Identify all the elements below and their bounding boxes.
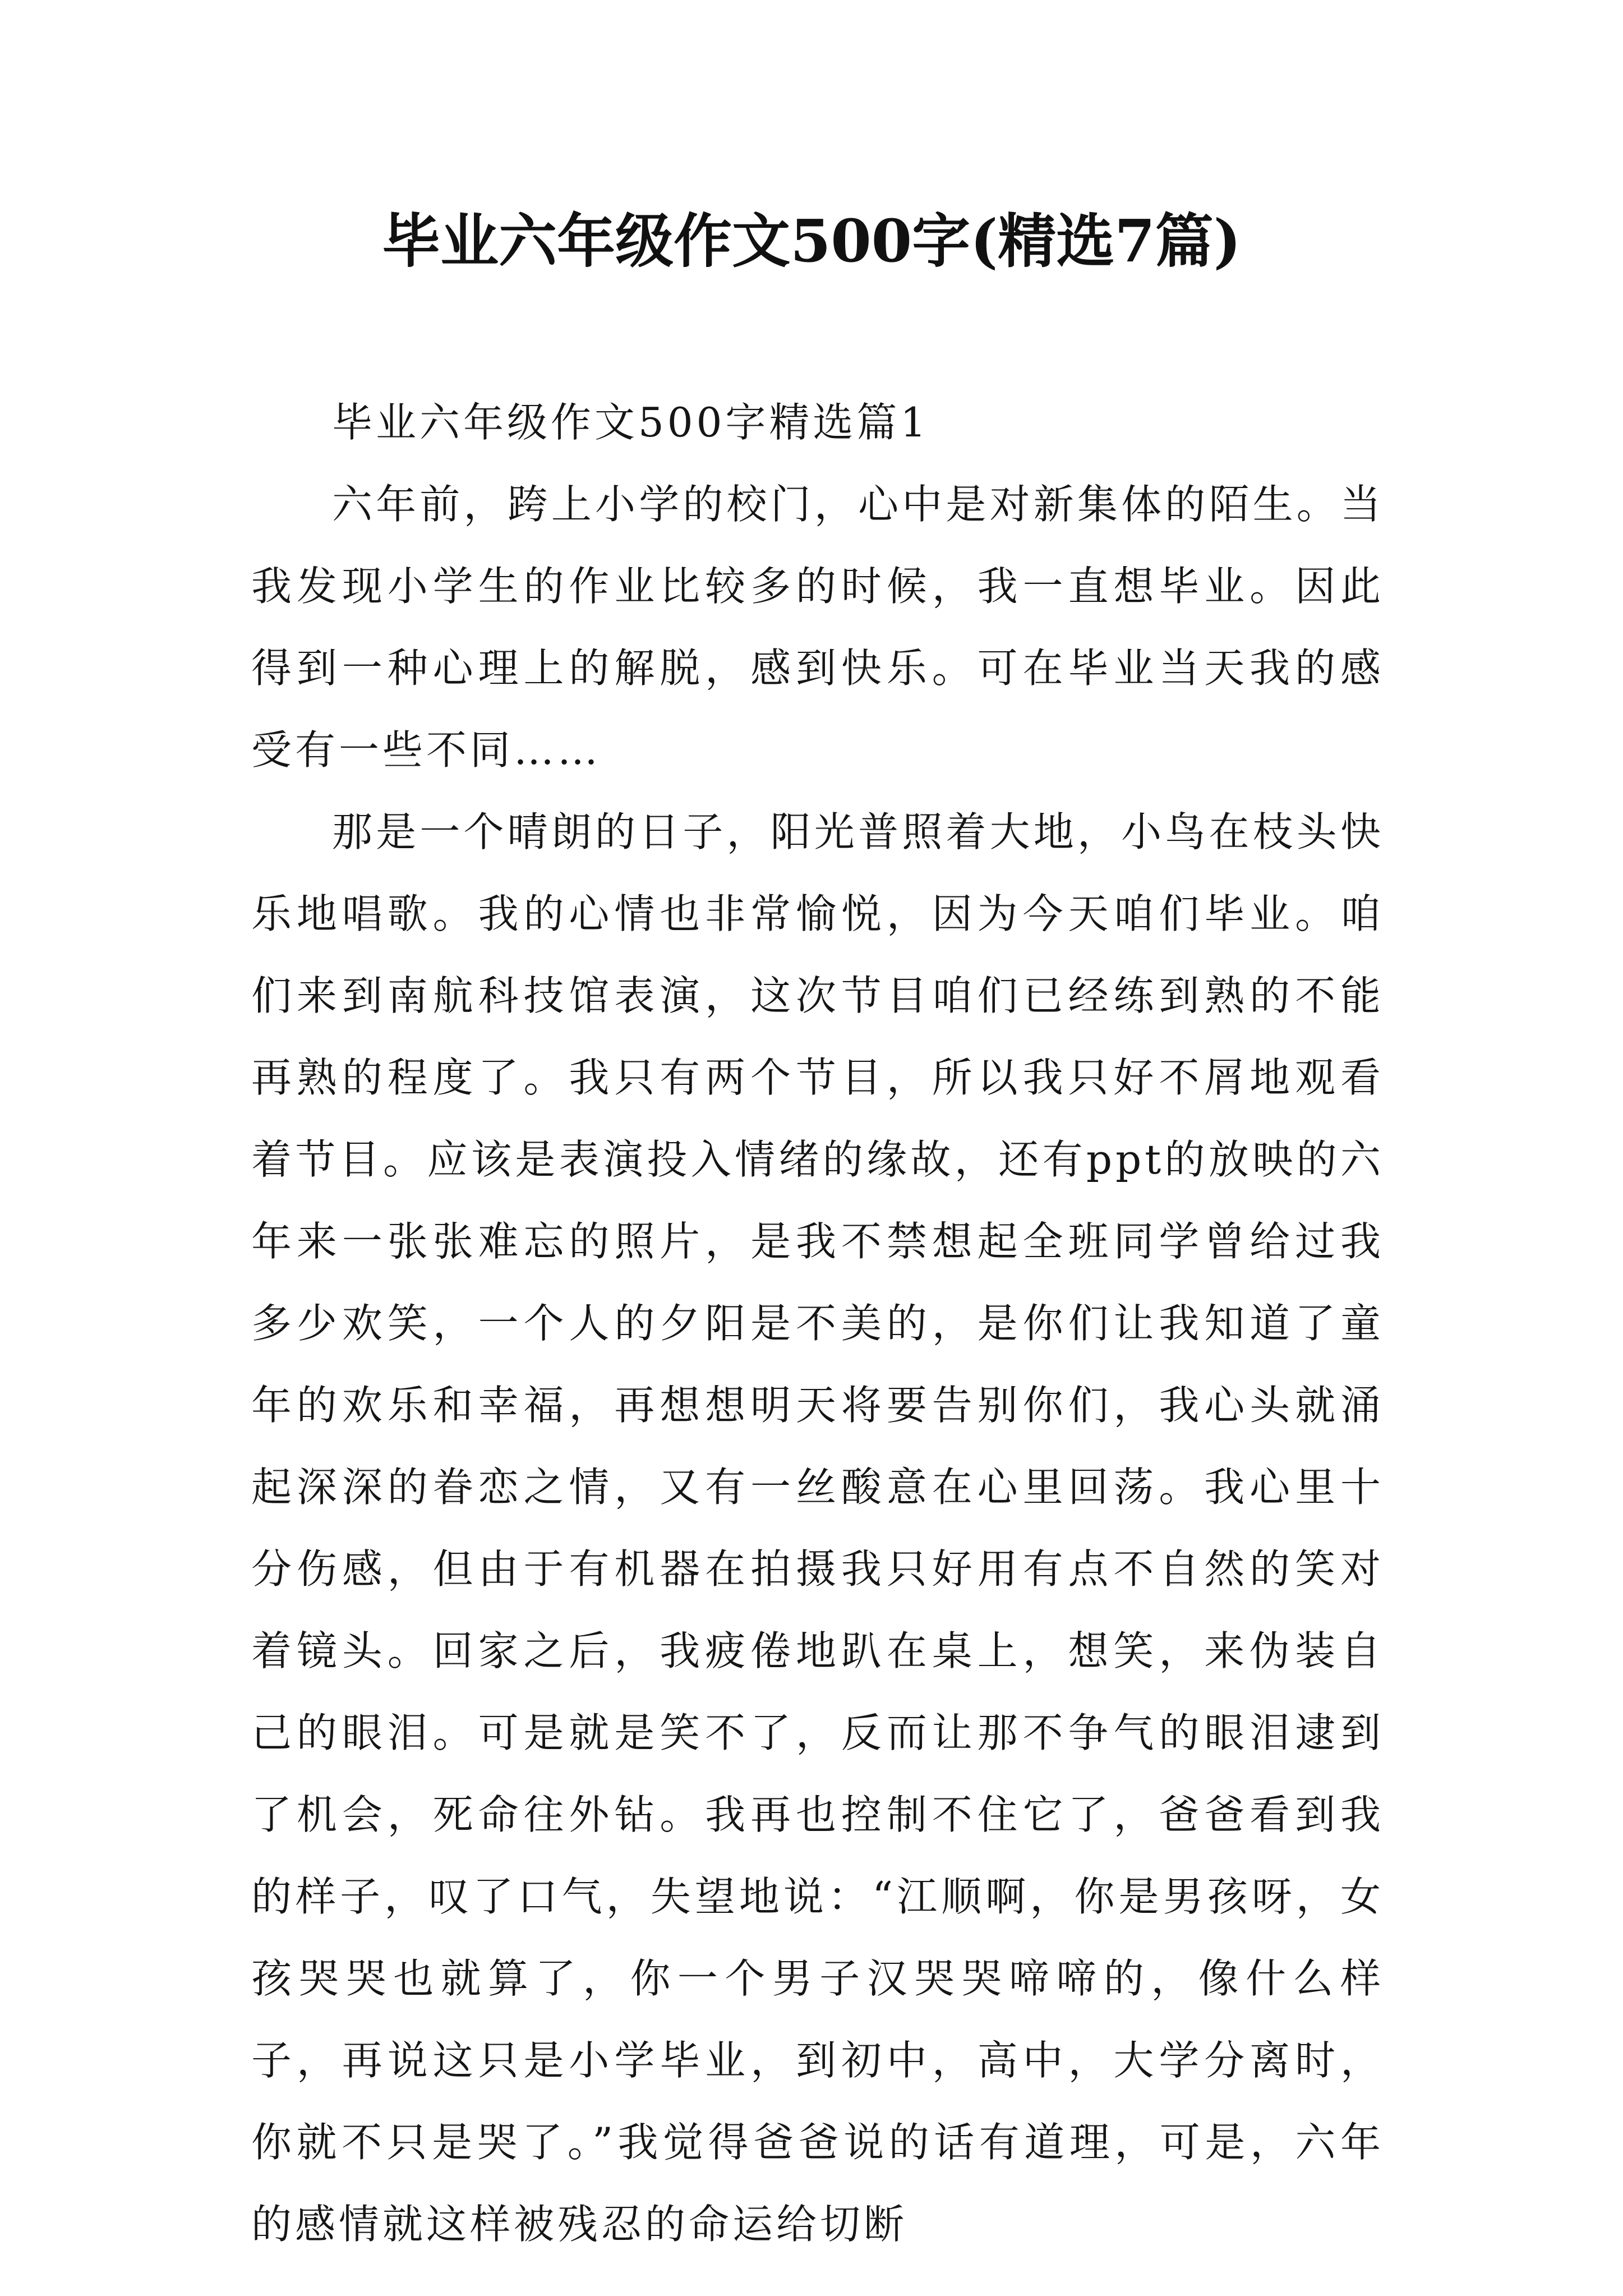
document-title: 毕业六年级作文500字(精选7篇) (382, 206, 1241, 275)
section-heading: 毕业六年级作文500字精选篇1 (332, 399, 930, 446)
document-body (251, 381, 1384, 2265)
paragraph-intro: 六年前，跨上小学的校门，心中是对新集体的陌生。当我发现小学生的作业比较多的时候，我一直想毕业。因此得到一种心理上的解脱，感到快乐。可在毕业当天我的感受有一些不同…… (251, 481, 1384, 774)
paragraph-graduation-day: 那是一个晴朗的日子，阳光普照着大地，小鸟在枝头快乐地唱歌。我的心情也非常愉悦，因为今天咱们毕业。咱们来到南航科技馆表演，这次节目咱们已经练到熟的不能再熟的程度了。我只有两个节目，所以我只好不屑地观看着节目。应该是表演投入情绪的缘故，还有ppt的放映的六年来一张张难忘的照片，是我不禁想起全班同学曾给过我多少欢笑，一个人的夕阳是不美的，是你们让我知道了童年的欢乐和幸福，再想想明天将要告别你们，我心头就涌起深深的眷恋之情，又有一丝酸意在心里回荡。我心里十分伤感，但由于有机器在拍摄我只好用有点不自然的笑对着镜头。回家之后，我疲倦地趴在桌上，想笑，来伪装自己的眼泪。可是就是笑不了，反而让那不争气的眼泪逮到了机会，死命往外钻。我再也控制不住它了，爸爸看到我的样子，叹了口气，失望地说：“江顺啊，你是男孩呀，女孩哭哭也就算了，你一个男子汉哭哭啼啼的，像什么样子，再说这只是小学毕业，到初中，高中，大学分离时，你就不只是哭了。”我觉得爸爸说的话有道理，可是，六年的感情就这样被残忍的命运给切断 (251, 808, 1384, 2248)
